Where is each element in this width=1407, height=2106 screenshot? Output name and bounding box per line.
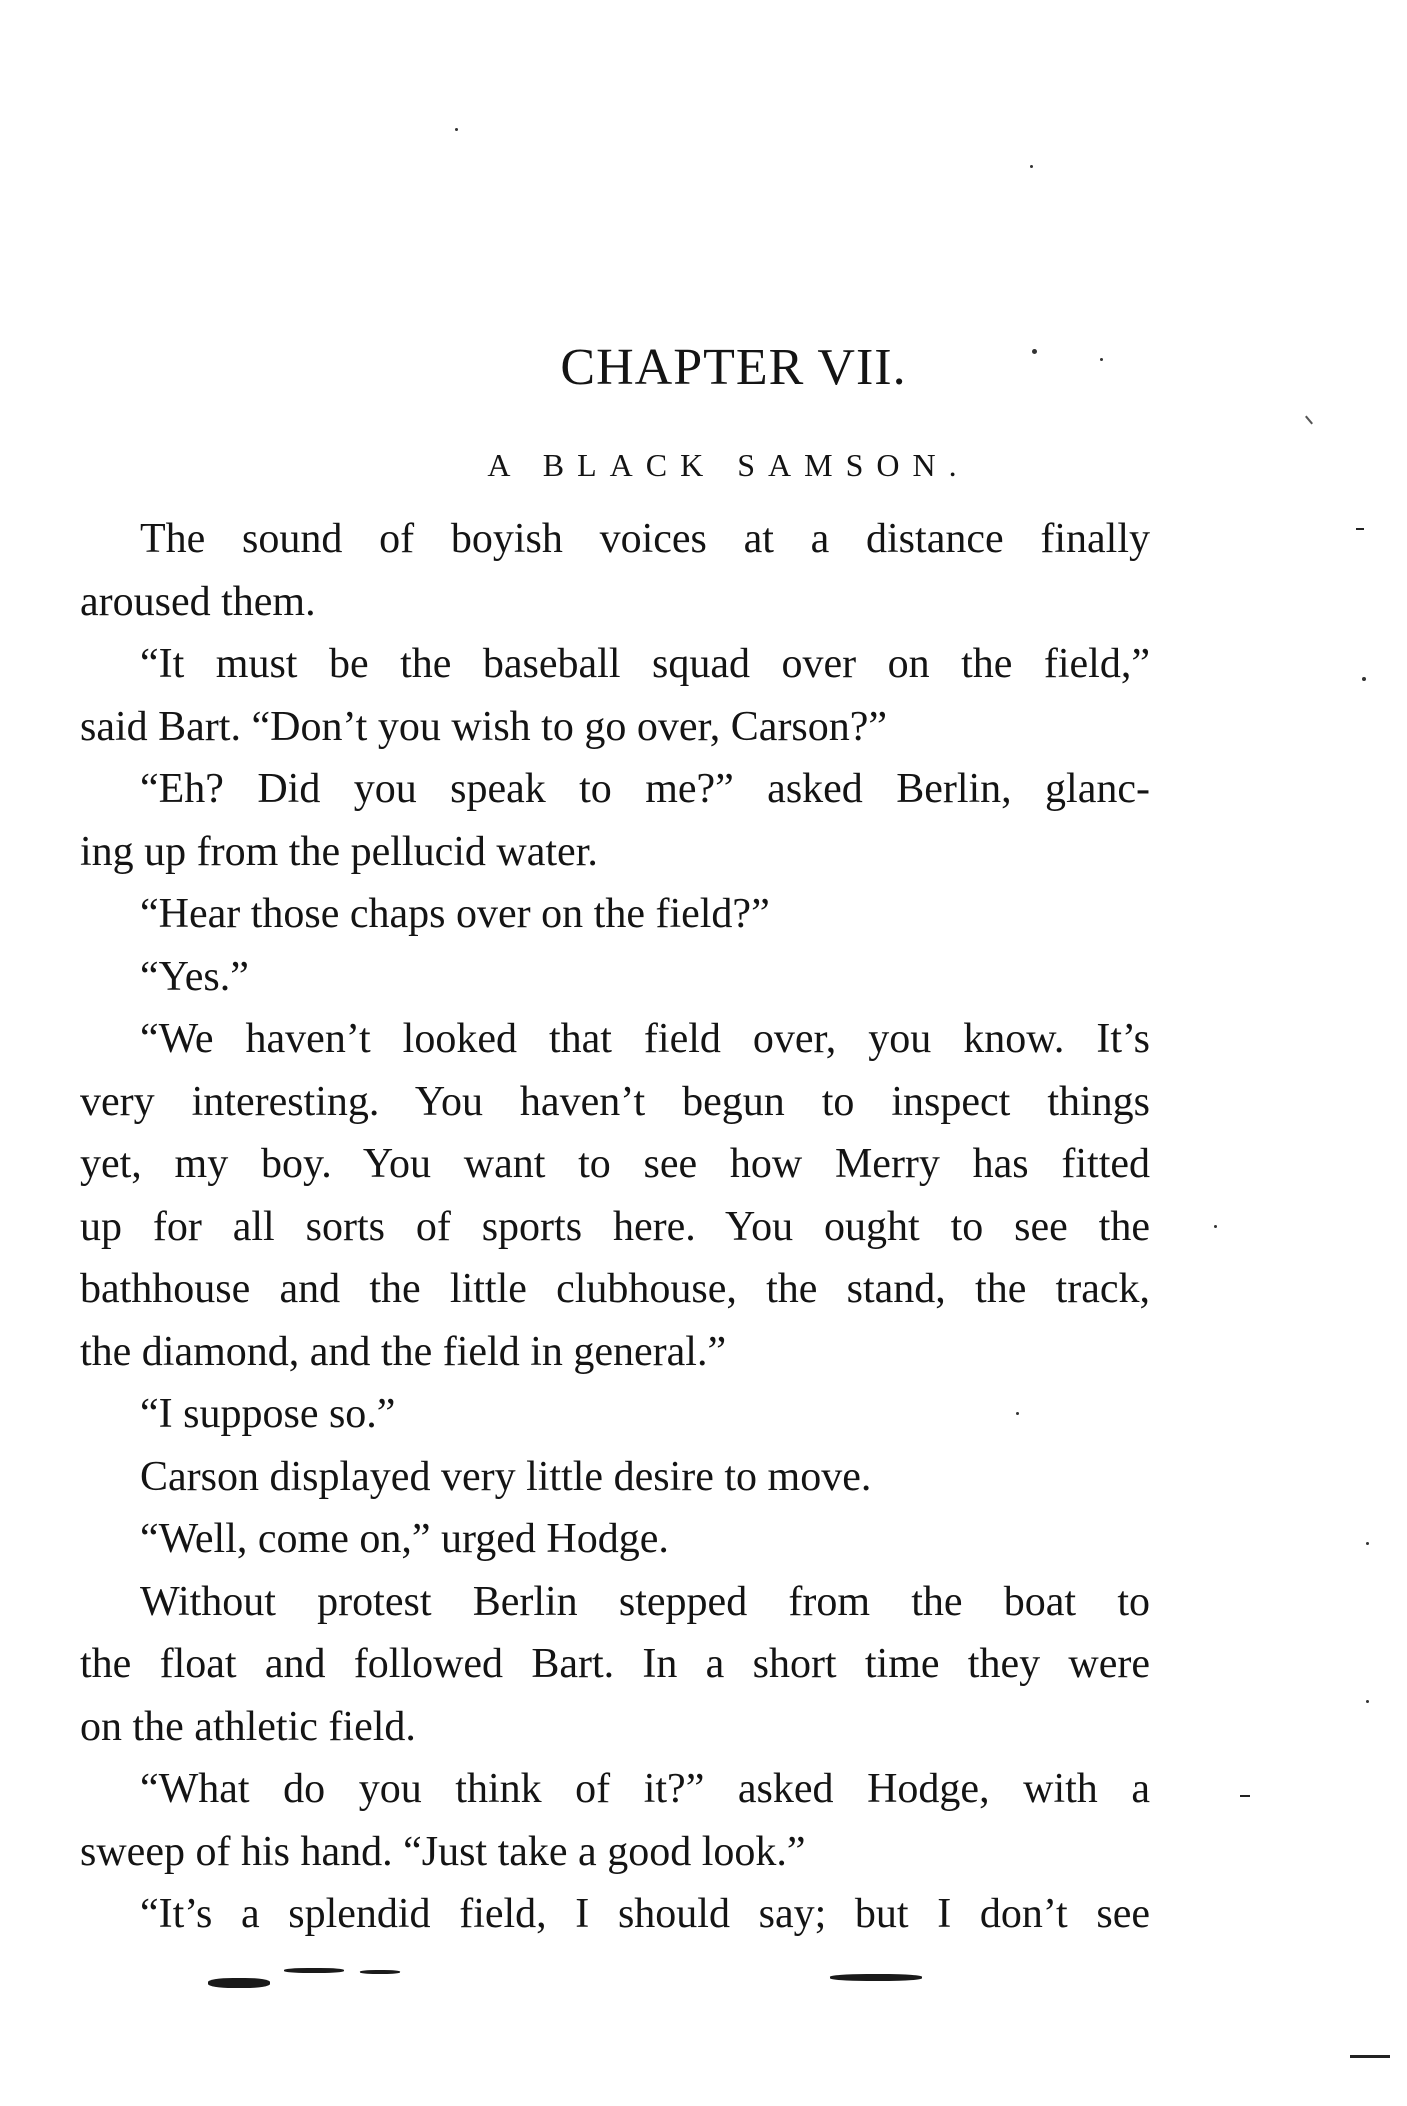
text-line: up for all sorts of sports here. You ought to see the — [80, 1203, 1150, 1250]
print-speck — [1366, 1542, 1369, 1545]
text-line: bathhouse and the little clubhouse, the stand, the track, — [80, 1266, 1150, 1312]
print-speck — [455, 128, 458, 131]
text-line: on the athletic field. — [80, 1703, 416, 1750]
ink-smudge — [208, 1978, 270, 1988]
print-speck — [1366, 1700, 1369, 1703]
text-line: Carson displayed very little desire to move. — [140, 1453, 872, 1500]
print-speck — [1030, 165, 1033, 168]
print-mark — [1305, 416, 1313, 425]
text-line: the diamond, and the field in general.” — [80, 1328, 727, 1375]
ink-smudge — [360, 1970, 400, 1974]
text-line: “Yes.” — [140, 953, 249, 1000]
text-line: ing up from the pellucid water. — [80, 828, 598, 875]
text-line: yet, my boy. You want to see how Merry has fitted — [80, 1141, 1150, 1187]
text-line: “We haven’t looked that field over, you know. It’s — [140, 1016, 1150, 1062]
text-line: sweep of his hand. “Just take a good look.” — [80, 1828, 806, 1875]
text-line: “Hear those chaps over on the field?” — [140, 891, 770, 937]
chapter-body — [80, 508, 1150, 1946]
text-line: very interesting. You haven’t begun to inspect things — [80, 1078, 1150, 1125]
chapter-title: CHAPTER VII. — [560, 339, 907, 396]
chapter-subtitle: A BLACK SAMSON. — [487, 447, 970, 483]
print-speck — [1362, 677, 1366, 681]
print-mark — [1350, 2055, 1390, 2058]
ink-smudge — [830, 1974, 922, 1981]
text-line: “I suppose so.” — [140, 1391, 396, 1437]
text-line: aroused them. — [80, 578, 316, 625]
text-line: “It must be the baseball squad over on the field,” — [140, 641, 1150, 687]
text-line: the float and followed Bart. In a short time they were — [80, 1641, 1150, 1687]
ink-smudge — [284, 1968, 344, 1973]
text-line: The sound of boyish voices at a distance finally — [140, 516, 1150, 562]
text-line: “What do you think of it?” asked Hodge, with a — [140, 1766, 1150, 1812]
print-mark — [1240, 1795, 1250, 1797]
print-speck — [1214, 1225, 1217, 1228]
text-line: “It’s a splendid field, I should say; but I don’t see — [140, 1891, 1150, 1937]
text-line: Without protest Berlin stepped from the boat to — [140, 1578, 1150, 1625]
print-mark — [1356, 528, 1364, 530]
text-line: “Eh? Did you speak to me?” asked Berlin, glanc- — [140, 766, 1150, 812]
text-line: said Bart. “Don’t you wish to go over, Carson?” — [80, 703, 888, 750]
text-line: “Well, come on,” urged Hodge. — [140, 1516, 669, 1562]
